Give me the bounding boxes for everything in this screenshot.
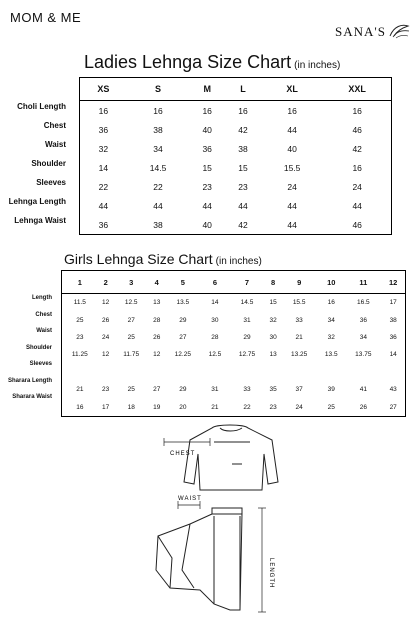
girls-table-cell: 25 xyxy=(327,403,335,411)
ladies-col-header: S xyxy=(127,78,190,101)
girls-table-cell: 16 xyxy=(327,299,335,307)
girls-table-row xyxy=(62,381,406,398)
girls-table-cell: 15.5 xyxy=(292,299,306,307)
girls-chart-title xyxy=(64,251,262,267)
girls-row-label: Sharara Length xyxy=(7,377,52,384)
girls-col-header: 12 xyxy=(381,271,405,294)
ladies-table-row xyxy=(80,196,392,215)
girls-table-cell: 29 xyxy=(243,334,251,342)
girls-table-cell: 27 xyxy=(127,316,135,324)
ladies-table-cell: 46 xyxy=(352,219,362,230)
girls-row-label: Shoulder xyxy=(25,344,52,351)
girls-table-cell: 27 xyxy=(389,403,397,411)
ladies-chart-title xyxy=(84,52,340,73)
ladies-row-label: Choli Length xyxy=(17,102,66,111)
girls-table-cell: 12 xyxy=(153,351,161,359)
girls-table-cell: 14 xyxy=(211,299,219,307)
chest-label: CHEST xyxy=(170,451,196,457)
girls-table-cell: 12.5 xyxy=(208,351,222,359)
ladies-table-cell: 40 xyxy=(287,143,297,154)
girls-table-cell: 23 xyxy=(76,334,84,342)
ladies-table-cell: 44 xyxy=(98,200,109,211)
girls-col-header: 9 xyxy=(281,271,317,294)
waist-label: WAIST xyxy=(178,496,202,502)
girls-table-cell: 31 xyxy=(211,386,219,394)
measurement-diagram xyxy=(150,420,290,620)
girls-table-cell: 43 xyxy=(389,386,397,394)
girls-table-cell: 12 xyxy=(102,299,110,307)
ladies-table-cell: 16 xyxy=(202,105,212,116)
girls-table-cell: 26 xyxy=(359,403,367,411)
ladies-table-row xyxy=(80,120,392,139)
girls-table-cell: 14.5 xyxy=(240,299,254,307)
ladies-table-cell: 36 xyxy=(98,124,109,135)
ladies-col-header: XS xyxy=(80,78,127,101)
girls-chart-unit: (in inches) xyxy=(215,256,262,267)
girls-table-cell: 17 xyxy=(389,299,397,307)
girls-table-cell: 12.25 xyxy=(174,351,191,359)
girls-col-header: 5 xyxy=(165,271,201,294)
girls-table-cell xyxy=(229,364,265,381)
ladies-col-header: M xyxy=(189,78,225,101)
length-label: LENGTH xyxy=(268,558,274,589)
ladies-table-cell: 14.5 xyxy=(149,162,167,173)
ladies-table-cell: 14 xyxy=(98,162,109,173)
girls-table-cell: 21 xyxy=(211,403,219,411)
girls-table-cell: 36 xyxy=(359,316,367,324)
choli-illustration xyxy=(184,425,278,490)
girls-table-cell xyxy=(114,364,149,381)
girls-table-cell: 12 xyxy=(102,351,110,359)
ladies-table-cell: 38 xyxy=(238,143,248,154)
girls-table-cell: 25 xyxy=(127,334,135,342)
girls-table-cell: 12.5 xyxy=(124,299,138,307)
ladies-table-cell: 23 xyxy=(202,181,212,192)
ladies-row-label: Waist xyxy=(44,140,66,149)
girls-col-header: 6 xyxy=(201,271,229,294)
girls-table-cell: 35 xyxy=(269,386,277,394)
girls-col-header: 7 xyxy=(229,271,265,294)
girls-table-cell xyxy=(281,364,317,381)
girls-table-cell xyxy=(317,364,345,381)
ladies-table-cell: 42 xyxy=(352,143,362,154)
ladies-row-label: Chest xyxy=(43,121,66,130)
girls-row-labels xyxy=(4,290,52,406)
girls-table-cell: 41 xyxy=(359,386,367,394)
chest-measure-line xyxy=(164,438,210,446)
length-measure-line xyxy=(258,508,266,612)
girls-table-cell: 11.75 xyxy=(123,351,140,359)
girls-table-cell xyxy=(345,364,381,381)
girls-table-cell: 27 xyxy=(153,386,161,394)
girls-table-cell: 23 xyxy=(102,386,110,394)
ladies-row-labels xyxy=(6,97,66,230)
girls-table-cell: 32 xyxy=(269,316,277,324)
girls-table-cell: 12.75 xyxy=(238,351,256,359)
ladies-table-cell: 44 xyxy=(287,124,297,135)
girls-row-label: Sleeves xyxy=(29,361,52,367)
ladies-table-cell: 15 xyxy=(238,162,248,173)
girls-table-cell: 34 xyxy=(327,316,335,324)
girls-table-cell: 13 xyxy=(269,351,277,359)
girls-table-cell: 16.5 xyxy=(356,299,370,307)
girls-table-row xyxy=(62,311,406,328)
ladies-table-cell: 34 xyxy=(153,143,163,154)
girls-chart-title-text: Girls Lehnga Size Chart xyxy=(64,251,213,267)
girls-table-cell: 13 xyxy=(153,299,161,307)
girls-col-header: 4 xyxy=(149,271,165,294)
girls-table-cell: 13.5 xyxy=(324,351,338,359)
ladies-row-label: Lehnga Waist xyxy=(14,216,66,225)
girls-table-cell: 19 xyxy=(153,403,161,411)
girls-table-cell: 13.5 xyxy=(176,299,190,307)
ladies-table-cell: 42 xyxy=(238,219,248,230)
ladies-table-cell: 42 xyxy=(238,124,248,135)
girls-col-header: 11 xyxy=(345,271,381,294)
ladies-table-cell: 32 xyxy=(98,143,109,154)
girls-table-cell: 18 xyxy=(127,403,135,411)
ladies-table-cell: 38 xyxy=(153,124,163,135)
girls-table-row xyxy=(62,329,406,346)
page-heading: MOM & ME xyxy=(10,10,82,25)
girls-row-label: Chest xyxy=(35,311,52,318)
girls-col-header: 2 xyxy=(98,271,114,294)
girls-table-cell: 21 xyxy=(295,334,303,342)
girls-table-cell xyxy=(381,364,405,381)
girls-table-cell: 26 xyxy=(153,334,161,342)
girls-table-cell: 28 xyxy=(153,316,161,324)
ladies-table-cell: 16 xyxy=(352,105,362,116)
ladies-table-cell: 44 xyxy=(287,219,297,230)
girls-table-cell: 33 xyxy=(295,316,303,324)
ladies-table-cell: 15 xyxy=(202,162,212,173)
girls-table-cell xyxy=(201,364,229,381)
ladies-table-row xyxy=(80,177,392,196)
ladies-row-label: Shoulder xyxy=(31,159,66,168)
girls-table-cell: 24 xyxy=(295,403,303,411)
ladies-table-cell: 24 xyxy=(287,181,297,192)
girls-table-row xyxy=(62,346,406,363)
girls-table-cell: 39 xyxy=(327,386,335,394)
brand-wing-icon xyxy=(388,22,410,45)
ladies-size-table xyxy=(79,77,392,235)
girls-table-cell: 36 xyxy=(389,334,397,342)
girls-col-header: 8 xyxy=(265,271,281,294)
ladies-table-cell: 44 xyxy=(352,200,362,211)
ladies-table-row xyxy=(80,158,392,177)
girls-table-row xyxy=(62,364,406,381)
ladies-table-cell: 44 xyxy=(153,200,163,211)
ladies-table-cell: 24 xyxy=(352,181,362,192)
ladies-table-cell: 44 xyxy=(238,200,248,211)
girls-table-row xyxy=(62,398,406,416)
ladies-table-cell: 44 xyxy=(287,200,297,211)
ladies-table-cell: 22 xyxy=(153,181,163,192)
ladies-table-cell: 16 xyxy=(98,105,109,116)
girls-table-cell: 16 xyxy=(76,403,84,411)
girls-table-cell: 13.25 xyxy=(291,351,308,359)
girls-table-cell: 13.75 xyxy=(355,351,372,359)
girls-table-cell: 22 xyxy=(243,403,251,411)
ladies-table-cell: 16 xyxy=(287,105,297,116)
girls-table-cell: 29 xyxy=(179,386,187,394)
ladies-table-cell: 40 xyxy=(202,124,212,135)
girls-col-header: 1 xyxy=(62,271,98,294)
girls-table-cell: 30 xyxy=(269,334,277,342)
ladies-table-row xyxy=(80,139,392,158)
girls-table-cell: 15 xyxy=(269,299,277,307)
girls-table-cell: 30 xyxy=(211,316,219,324)
girls-table-cell: 26 xyxy=(102,316,110,324)
ladies-table-cell: 36 xyxy=(202,143,212,154)
girls-table-row xyxy=(62,294,406,312)
girls-table-cell xyxy=(149,364,165,381)
girls-table-cell: 20 xyxy=(179,403,187,411)
girls-size-table xyxy=(61,270,406,417)
girls-table-cell xyxy=(98,364,114,381)
girls-table-cell: 23 xyxy=(269,403,277,411)
girls-table-cell: 17 xyxy=(102,403,110,411)
ladies-row-label: Lehnga Length xyxy=(8,197,66,206)
ladies-col-header: XXL xyxy=(323,78,391,101)
girls-table-cell xyxy=(265,364,281,381)
ladies-table-cell: 23 xyxy=(238,181,248,192)
ladies-chart-title-text: Ladies Lehnga Size Chart xyxy=(84,52,292,72)
girls-table-cell: 14 xyxy=(389,351,397,359)
waist-measure-line xyxy=(178,501,200,509)
ladies-table-cell: 16 xyxy=(238,105,248,116)
girls-table-cell: 28 xyxy=(211,334,219,342)
ladies-col-header: XL xyxy=(261,78,324,101)
girls-row-label: Sharara Waist xyxy=(12,394,52,400)
ladies-table-cell: 40 xyxy=(202,219,212,230)
girls-table-cell: 11.25 xyxy=(71,351,88,359)
ladies-table-row xyxy=(80,101,392,121)
girls-table-cell: 25 xyxy=(127,386,135,394)
girls-col-header: 10 xyxy=(317,271,345,294)
girls-table-cell: 21 xyxy=(76,386,84,394)
ladies-row-label: Sleeves xyxy=(36,178,66,187)
girls-table-cell: 27 xyxy=(179,334,187,342)
girls-table-cell: 11.5 xyxy=(73,299,86,307)
brand-logo-text: SANA'S xyxy=(335,24,386,39)
girls-col-header: 3 xyxy=(114,271,149,294)
ladies-table-row xyxy=(80,215,392,235)
girls-table-cell xyxy=(62,364,98,381)
ladies-chart-unit: (in inches) xyxy=(294,60,341,71)
ladies-col-header: L xyxy=(225,78,261,101)
ladies-table-cell: 16 xyxy=(352,162,362,173)
girls-table-cell: 33 xyxy=(243,386,251,394)
girls-row-label: Length xyxy=(32,295,52,301)
ladies-table-cell: 22 xyxy=(98,181,109,192)
girls-table-cell: 25 xyxy=(76,316,84,324)
ladies-table-cell: 16 xyxy=(153,105,163,116)
girls-table-cell: 34 xyxy=(359,334,367,342)
girls-table-cell: 29 xyxy=(179,316,187,324)
girls-table-cell: 37 xyxy=(295,386,303,394)
ladies-table-cell: 38 xyxy=(153,219,163,230)
ladies-table-cell: 46 xyxy=(352,124,362,135)
lehnga-illustration xyxy=(156,508,242,610)
girls-row-label: Waist xyxy=(36,328,52,334)
girls-table-cell: 38 xyxy=(389,316,397,324)
ladies-table-cell: 15.5 xyxy=(283,162,301,173)
girls-table-cell: 24 xyxy=(102,334,110,342)
ladies-table-cell: 36 xyxy=(98,219,109,230)
girls-table-cell: 32 xyxy=(327,334,335,342)
ladies-table-cell: 44 xyxy=(202,200,212,211)
girls-table-cell: 31 xyxy=(243,316,251,324)
girls-table-cell xyxy=(165,364,201,381)
